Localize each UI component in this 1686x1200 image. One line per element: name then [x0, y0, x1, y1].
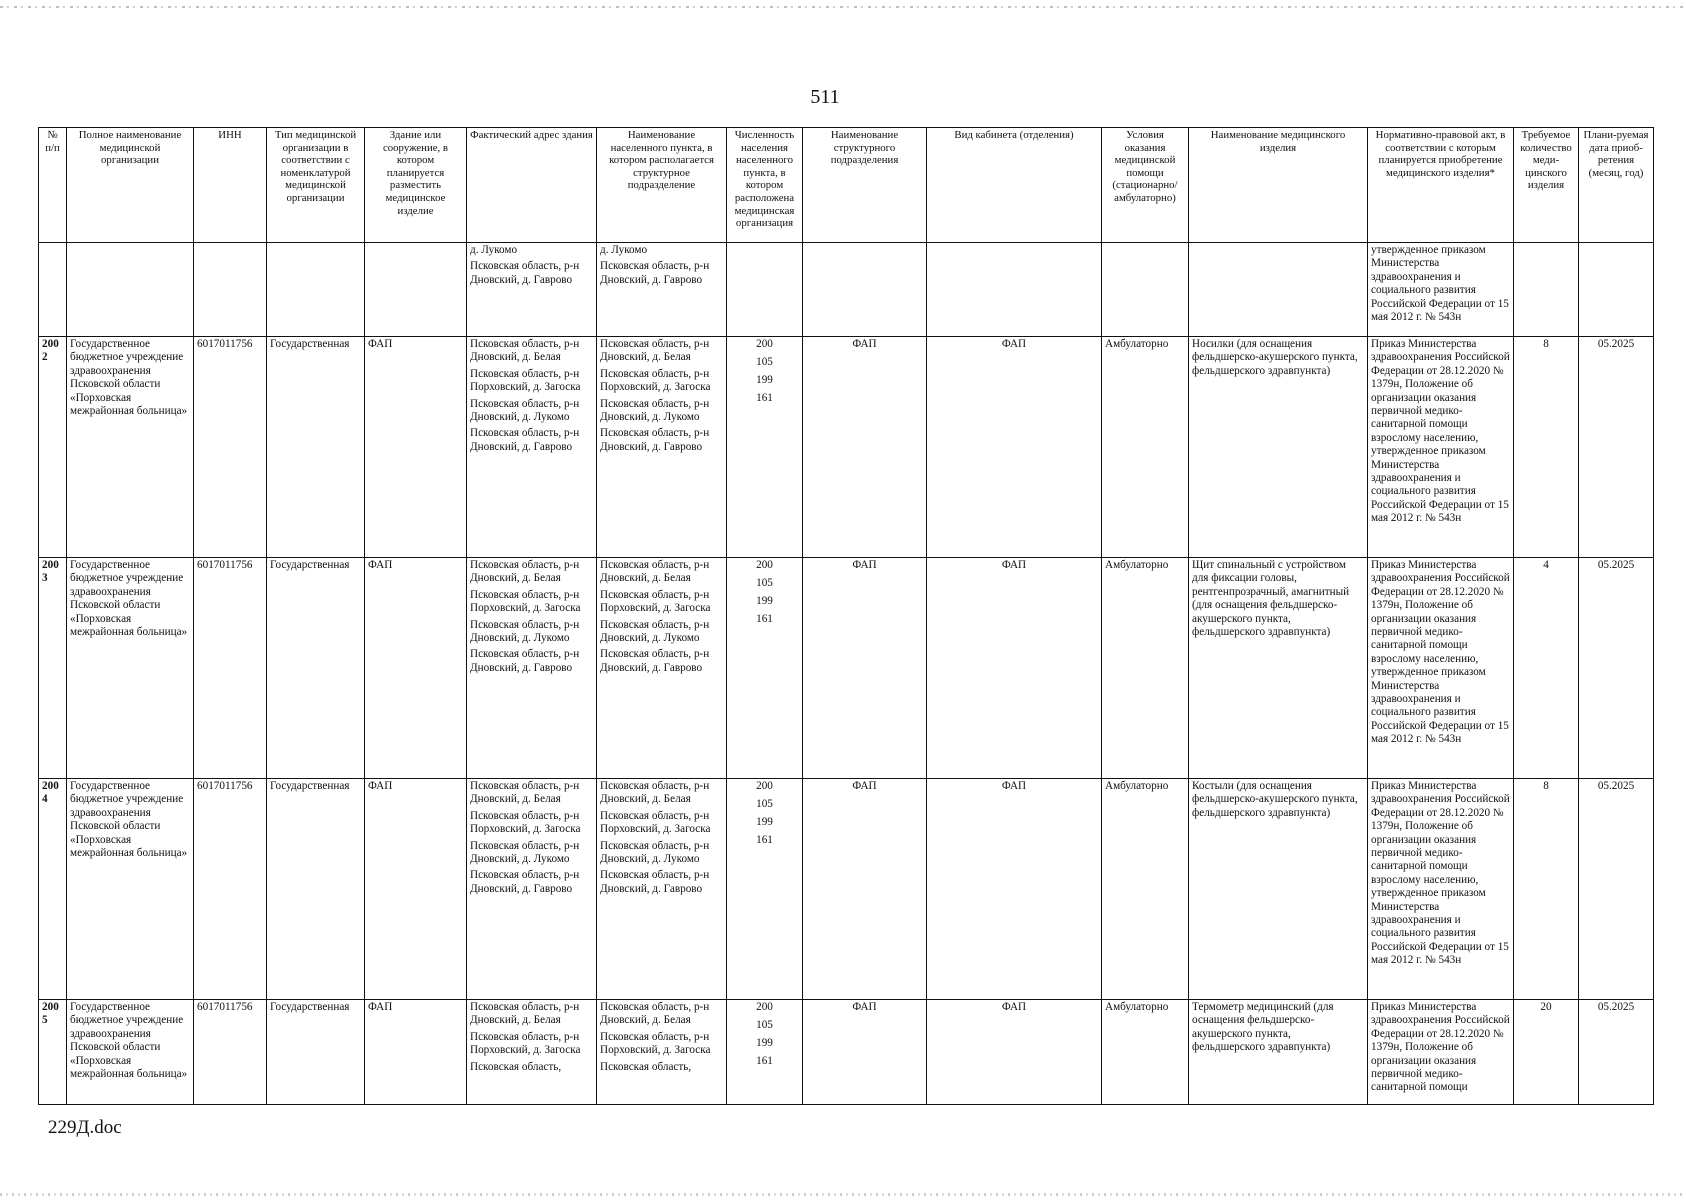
header-address: Фактический адрес здания: [467, 128, 597, 243]
cell-settlement: [597, 558, 727, 779]
cell-type: Государственная: [267, 337, 365, 558]
cell-address: [467, 337, 597, 558]
cell-conditions: Амбулаторно: [1102, 337, 1189, 558]
cell-cabinet: ФАП: [927, 337, 1102, 558]
address-line: Псковская область, р-н Дновский, д. Лукомо: [470, 397, 580, 424]
population-value: 161: [756, 392, 773, 404]
cell-population: [727, 337, 803, 558]
cell-settlement: [597, 779, 727, 1000]
population-value: 200: [756, 338, 773, 350]
settlement-line: Псковская область, р-н Дновский, д. Белая: [600, 559, 710, 585]
population-value: 105: [756, 1019, 773, 1031]
settlement-line: Псковская область, р-н Дновский, д. Белая: [600, 780, 710, 806]
cell-cabinet: ФАП: [927, 1000, 1102, 1105]
cell-act: Приказ Министерства здравоохранения Российской Федерации от 28.12.2020 № 1379н, Положение об организации оказания первичной медико-санитарной помощи: [1368, 1000, 1514, 1105]
table-row: [39, 1000, 1654, 1105]
cell-type: Государственная: [267, 779, 365, 1000]
population-value: 199: [756, 1037, 773, 1049]
cell-conditions: Амбулаторно: [1102, 1000, 1189, 1105]
settlement-line: Псковская область, р-н Порховский, д. Загоска: [600, 809, 711, 836]
cell-num: 2005: [39, 1000, 67, 1105]
settlement-line: Псковская область, р-н Дновский, д. Белая: [600, 338, 710, 364]
cell-act: Приказ Министерства здравоохранения Российской Федерации от 28.12.2020 № 1379н, Положение об организации оказания первичной медико-санитарной помощи взрослому населению, утвержденное приказом Министерства здравоохранения и социального развития Российской Федерации от 15 мая 2012 г. № 543н: [1368, 558, 1514, 779]
cell-cabinet: ФАП: [927, 779, 1102, 1000]
cell-device: Термометр медицинский (для оснащения фельдшерско-акушерского пункта, фельдшерского здравпункта): [1189, 1000, 1368, 1105]
settlement-line: Псковская область, р-н Дновский, д. Гаврово: [600, 869, 710, 895]
cell-settlement: [597, 1000, 727, 1105]
cell-conditions: Амбулаторно: [1102, 558, 1189, 779]
cell-qty: 8: [1514, 779, 1579, 1000]
cell-address: [467, 1000, 597, 1105]
address-line: Псковская область, р-н Порховский, д. Загоска: [470, 367, 581, 394]
settlement-line: д. Лукомо: [600, 244, 648, 256]
address-line: Псковская область, р-н Дновский, д. Белая: [470, 338, 580, 364]
cell-act: утвержденное приказом Министерства здравоохранения и социального развития Российской Федерации от 15 мая 2012 г. № 543н: [1368, 243, 1514, 337]
header-type: Тип медицинской организации в соответствии с номенклатурой медицинской организации: [267, 128, 365, 243]
cell-type: Государственная: [267, 558, 365, 779]
cell-population: [727, 558, 803, 779]
address-line: Псковская область, р-н Дновский, д. Белая: [470, 780, 580, 806]
address-line: Псковская область, р-н Дновский, д. Лукомо: [470, 839, 580, 866]
address-line: Псковская область,: [470, 1060, 562, 1073]
settlement-line: Псковская область, р-н Порховский, д. Загоска: [600, 588, 711, 615]
cell-num: 2003: [39, 558, 67, 779]
cell-date: 05.2025: [1579, 558, 1654, 779]
population-value: 161: [756, 613, 773, 625]
population-value: 199: [756, 374, 773, 386]
cell-building: ФАП: [365, 558, 467, 779]
equipment-table: [38, 127, 1654, 1105]
cell-device: Щит спинальный с устройством для фиксации головы, рентгенпрозрачный, амагнитный (для оснащения фельдшерско-акушерского пункта, фельдшерского здравпункта): [1189, 558, 1368, 779]
settlement-line: Псковская область, р-н Дновский, д. Гаврово: [600, 260, 710, 286]
cell-settlement: [597, 243, 727, 337]
cell-qty: 20: [1514, 1000, 1579, 1105]
cell-type: Государственная: [267, 1000, 365, 1105]
header-population: Численность населения населенного пункта, в котором расположена медицинская организация: [727, 128, 803, 243]
address-line: Псковская область, р-н Дновский, д. Гаврово: [470, 648, 580, 674]
header-qty: Требуемое количество меди-цинского изделия: [1514, 128, 1579, 243]
cell-org: Государственное бюджетное учреждение здравоохранения Псковской области «Порховская межрайонная больница»: [67, 558, 194, 779]
header-date: Плани-руемая дата приоб-ретения (месяц, год): [1579, 128, 1654, 243]
settlement-line: Псковская область, р-н Дновский, д. Гаврово: [600, 427, 710, 453]
cell-unit: ФАП: [803, 1000, 927, 1105]
cell-act: Приказ Министерства здравоохранения Российской Федерации от 28.12.2020 № 1379н, Положение об организации оказания первичной медико-санитарной помощи взрослому населению, утвержденное приказом Министерства здравоохранения и социального развития Российской Федерации от 15 мая 2012 г. № 543н: [1368, 337, 1514, 558]
header-num: № п/п: [39, 128, 67, 243]
cell-num: 2002: [39, 337, 67, 558]
address-line: Псковская область, р-н Порховский, д. Загоска: [470, 1030, 581, 1057]
cell-building: ФАП: [365, 337, 467, 558]
cell-qty: 4: [1514, 558, 1579, 779]
cell-inn: 6017011756: [194, 779, 267, 1000]
cell-unit: ФАП: [803, 779, 927, 1000]
table-row-continuation: [39, 243, 1654, 337]
population-value: 161: [756, 1055, 773, 1067]
footer-filename: 229Д.doc: [48, 1117, 122, 1138]
address-line: Псковская область, р-н Дновский, д. Белая: [470, 559, 580, 585]
cell-device: Носилки (для оснащения фельдшерско-акушерского пункта, фельдшерского здравпункта): [1189, 337, 1368, 558]
header-row: [39, 128, 1654, 243]
cell-cabinet: ФАП: [927, 558, 1102, 779]
cell-inn: 6017011756: [194, 337, 267, 558]
address-line: Псковская область, р-н Дновский, д. Белая: [470, 1001, 580, 1027]
population-value: 105: [756, 577, 773, 589]
address-line: Псковская область, р-н Дновский, д. Гаврово: [470, 427, 580, 453]
address-line: Псковская область, р-н Порховский, д. Загоска: [470, 809, 581, 836]
cell-address: [467, 243, 597, 337]
table-row: [39, 558, 1654, 779]
page-number: 511: [810, 86, 840, 108]
cell-address: [467, 779, 597, 1000]
population-value: 200: [756, 780, 773, 792]
population-value: 105: [756, 356, 773, 368]
scan-edge-top: [0, 6, 1686, 8]
cell-address: [467, 558, 597, 779]
settlement-line: Псковская область,: [600, 1060, 692, 1073]
address-line: Псковская область, р-н Порховский, д. Загоска: [470, 588, 581, 615]
cell-building: ФАП: [365, 779, 467, 1000]
table-row: [39, 779, 1654, 1000]
settlement-line: Псковская область, р-н Дновский, д. Гаврово: [600, 648, 710, 674]
cell-device: Костыли (для оснащения фельдшерско-акушерского пункта, фельдшерского здравпункта): [1189, 779, 1368, 1000]
cell-act: Приказ Министерства здравоохранения Российской Федерации от 28.12.2020 № 1379н, Положение об организации оказания первичной медико-санитарной помощи взрослому населению, утвержденное приказом Министерства здравоохранения и социального развития Российской Федерации от 15 мая 2012 г. № 543н: [1368, 779, 1514, 1000]
cell-num: 2004: [39, 779, 67, 1000]
cell-inn: 6017011756: [194, 558, 267, 779]
population-value: 200: [756, 1001, 773, 1013]
settlement-line: Псковская область, р-н Дновский, д. Белая: [600, 1001, 710, 1027]
cell-unit: ФАП: [803, 337, 927, 558]
population-value: 161: [756, 834, 773, 846]
population-value: 199: [756, 595, 773, 607]
header-conditions: Условия оказания медицинской помощи (стационарно/ амбулаторно): [1102, 128, 1189, 243]
population-value: 105: [756, 798, 773, 810]
settlement-line: Псковская область, р-н Дновский, д. Лукомо: [600, 618, 710, 645]
header-inn: ИНН: [194, 128, 267, 243]
cell-settlement: [597, 337, 727, 558]
settlement-line: Псковская область, р-н Порховский, д. Загоска: [600, 367, 711, 394]
population-value: 199: [756, 816, 773, 828]
cell-org: Государственное бюджетное учреждение здравоохранения Псковской области «Порховская межрайонная больница»: [67, 1000, 194, 1105]
header-act: Нормативно-правовой акт, в соответствии с которым планируется приобретение медицинского изделия*: [1368, 128, 1514, 243]
cell-unit: ФАП: [803, 558, 927, 779]
cell-date: 05.2025: [1579, 779, 1654, 1000]
cell-inn: 6017011756: [194, 1000, 267, 1105]
cell-population: [727, 779, 803, 1000]
cell-date: 05.2025: [1579, 337, 1654, 558]
header-building: Здание или сооружение, в котором планируется разместить медицинское изделие: [365, 128, 467, 243]
settlement-line: Псковская область, р-н Дновский, д. Лукомо: [600, 839, 710, 866]
address-line: д. Лукомо: [470, 244, 518, 256]
population-value: 200: [756, 559, 773, 571]
settlement-line: Псковская область, р-н Дновский, д. Лукомо: [600, 397, 710, 424]
cell-building: ФАП: [365, 1000, 467, 1105]
address-line: Псковская область, р-н Дновский, д. Гаврово: [470, 869, 580, 895]
header-unit: Наименование структурного подразделения: [803, 128, 927, 243]
address-line: Псковская область, р-н Дновский, д. Лукомо: [470, 618, 580, 645]
header-settlement: Наименование населенного пункта, в котором располагается структурное подразделение: [597, 128, 727, 243]
header-org: Полное наименование медицинской организации: [67, 128, 194, 243]
cell-conditions: Амбулаторно: [1102, 779, 1189, 1000]
cell-date: 05.2025: [1579, 1000, 1654, 1105]
cell-qty: 8: [1514, 337, 1579, 558]
cell-org: Государственное бюджетное учреждение здравоохранения Псковской области «Порховская межрайонная больница»: [67, 337, 194, 558]
cell-org: Государственное бюджетное учреждение здравоохранения Псковской области «Порховская межрайонная больница»: [67, 779, 194, 1000]
header-device: Наименование медицинского изделия: [1189, 128, 1368, 243]
settlement-line: Псковская область, р-н Порховский, д. Загоска: [600, 1030, 711, 1057]
address-line: Псковская область, р-н Дновский, д. Гаврово: [470, 260, 580, 286]
scan-edge-bottom: [0, 1193, 1686, 1196]
table-row: [39, 337, 1654, 558]
cell-population: [727, 1000, 803, 1105]
header-cabinet: Вид кабинета (отделения): [927, 128, 1102, 243]
